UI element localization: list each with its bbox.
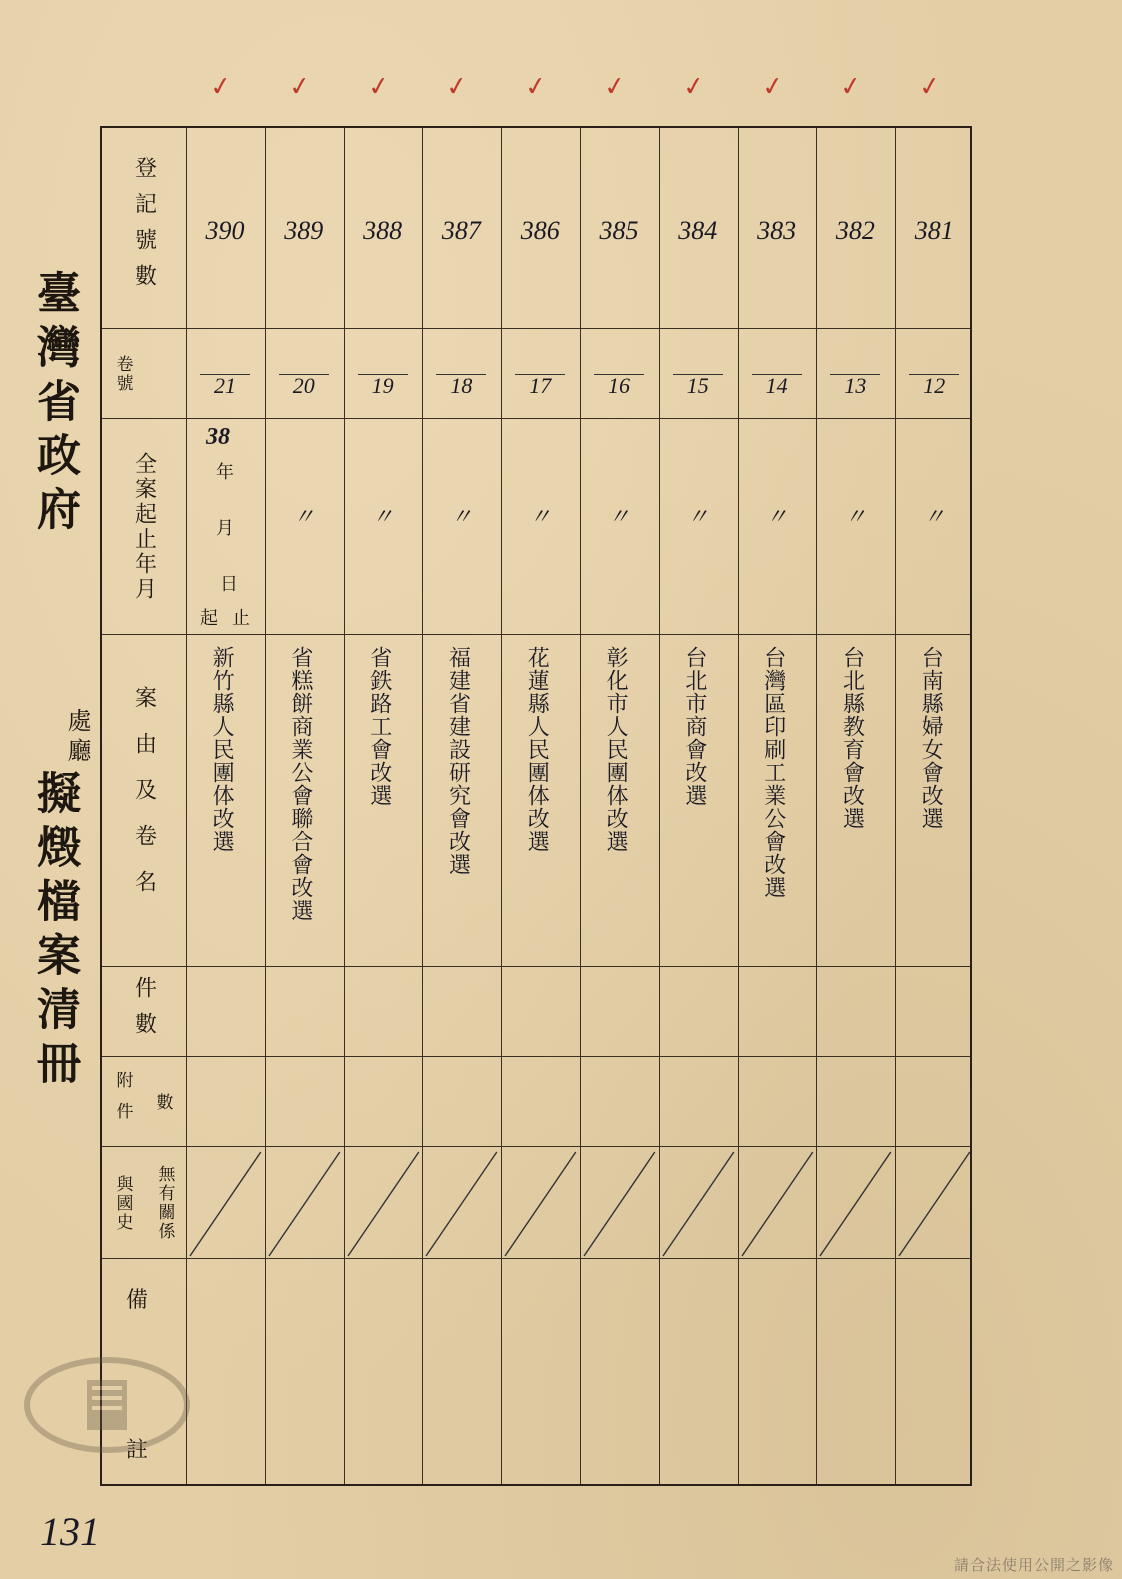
period-start-label: 起: [200, 608, 218, 629]
department-label: 處廳: [63, 708, 91, 768]
entry-subject: 福建省建設研究會改選: [445, 646, 471, 876]
period-ditto-mark: 〃: [923, 504, 946, 529]
history-relation-slash: [816, 1148, 895, 1258]
header-period: 全案起止年月: [131, 452, 157, 602]
entry-volume-number: 19: [371, 373, 394, 398]
column-divider: [344, 128, 345, 1484]
history-relation-slash: [895, 1148, 974, 1258]
column-divider: [501, 128, 502, 1484]
period-ditto-mark: 〃: [765, 504, 788, 529]
period-year-value: 38: [206, 424, 230, 450]
entry-volume-number: 13: [844, 373, 867, 398]
header-notes: 註: [125, 1437, 162, 1463]
period-ditto-mark: 〃: [529, 504, 552, 529]
check-mark: ✓: [917, 70, 943, 104]
entry-registration-number: 390: [205, 216, 245, 245]
entry-subject: 新竹縣人民團体改選: [209, 646, 235, 853]
period-ditto-mark: 〃: [292, 504, 315, 529]
entry-volume-number: 15: [686, 373, 709, 398]
entry-volume-number: 17: [529, 373, 552, 398]
check-mark: ✓: [680, 70, 707, 104]
history-relation-slash: [186, 1148, 265, 1258]
archive-ledger-table: [100, 126, 972, 1486]
entry-subject: 台灣區印刷工業公會改選: [760, 646, 786, 899]
period-end-label: 止: [232, 608, 250, 629]
page-number: 131: [40, 1509, 100, 1554]
row-divider: [102, 328, 970, 329]
history-relation-slash: [422, 1148, 501, 1258]
column-divider: [422, 128, 423, 1484]
entry-volume-number: 18: [450, 373, 473, 398]
history-relation-slash: [738, 1148, 817, 1258]
period-ditto-mark: 〃: [371, 504, 394, 529]
entry-registration-number: 383: [757, 216, 797, 245]
column-divider: [265, 128, 266, 1484]
period-day-label: 日: [220, 574, 238, 595]
entry-registration-number: 386: [520, 216, 560, 245]
row-divider: [102, 634, 970, 635]
column-divider: [186, 128, 187, 1484]
period-ditto-mark: 〃: [686, 504, 709, 529]
entry-subject: 花蓮縣人民團体改選: [524, 646, 550, 853]
header-attachments: 附件: [112, 1071, 133, 1133]
entry-subject: 台南縣婦女會改選: [918, 646, 944, 830]
check-mark: ✓: [208, 70, 234, 104]
header-attachment-count: 數: [152, 1092, 173, 1112]
period-month-label: 月: [216, 518, 234, 539]
header-registration-number: 登記號數: [131, 156, 157, 300]
row-divider: [102, 1258, 970, 1259]
entry-registration-number: 384: [678, 216, 718, 245]
check-mark: ✓: [444, 70, 471, 104]
check-mark: ✓: [838, 70, 865, 104]
check-mark: ✓: [523, 70, 549, 104]
row-divider: [102, 1056, 970, 1057]
entry-subject: 台北市商會改選: [681, 646, 707, 807]
period-ditto-mark: 〃: [450, 504, 473, 529]
entry-subject: 省糕餅商業公會聯合會改選: [287, 646, 313, 922]
header-subject: 案由及卷名: [131, 686, 157, 916]
header-volume-number: 卷號: [112, 355, 133, 393]
entry-registration-number: 388: [363, 216, 403, 245]
column-divider: [580, 128, 581, 1484]
column-divider: [738, 128, 739, 1484]
entry-registration-number: 382: [835, 216, 875, 245]
column-divider: [816, 128, 817, 1484]
entry-volume-number: 16: [608, 373, 630, 398]
header-remarks: 備: [125, 1287, 162, 1313]
header-history-relation-left: 與國史: [112, 1174, 133, 1232]
check-mark: ✓: [759, 70, 786, 104]
watermark-text: 請合法使用公開之影像: [953, 1556, 1114, 1574]
check-mark: ✓: [602, 70, 628, 104]
entry-subject: 彰化市人民團体改選: [603, 646, 629, 853]
check-mark: ✓: [286, 70, 313, 104]
check-mark: ✓: [365, 70, 392, 104]
row-divider: [102, 1146, 970, 1147]
entry-volume-number: 21: [214, 373, 236, 398]
history-relation-slash: [501, 1148, 580, 1258]
history-relation-slash: [659, 1148, 738, 1258]
column-divider: [659, 128, 660, 1484]
period-ditto-mark: 〃: [607, 504, 630, 529]
entry-subject: 台北縣教育會改選: [839, 646, 865, 830]
entry-subject: 省鉄路工會改選: [366, 646, 392, 807]
period-year-label: 年: [216, 462, 234, 483]
history-relation-slash: [344, 1148, 423, 1258]
entry-volume-number: 20: [292, 373, 315, 398]
archive-logo: [22, 1350, 192, 1460]
entry-registration-number: 381: [914, 216, 954, 245]
register-title: 擬燬檔案清冊: [29, 770, 80, 1094]
header-item-count: 件數: [131, 976, 157, 1048]
header-history-relation-right: 無有關係: [154, 1165, 175, 1241]
entry-volume-number: 14: [765, 373, 788, 398]
entry-registration-number: 387: [441, 216, 481, 245]
entry-volume-number: 12: [923, 373, 946, 398]
entry-registration-number: 389: [284, 216, 324, 245]
row-divider: [102, 418, 970, 419]
column-divider: [895, 128, 896, 1484]
history-relation-slash: [580, 1148, 659, 1258]
row-divider: [102, 966, 970, 967]
office-name: 臺灣省政府: [29, 270, 80, 540]
entry-registration-number: 385: [599, 216, 639, 245]
period-ditto-mark: 〃: [844, 504, 867, 529]
history-relation-slash: [265, 1148, 344, 1258]
